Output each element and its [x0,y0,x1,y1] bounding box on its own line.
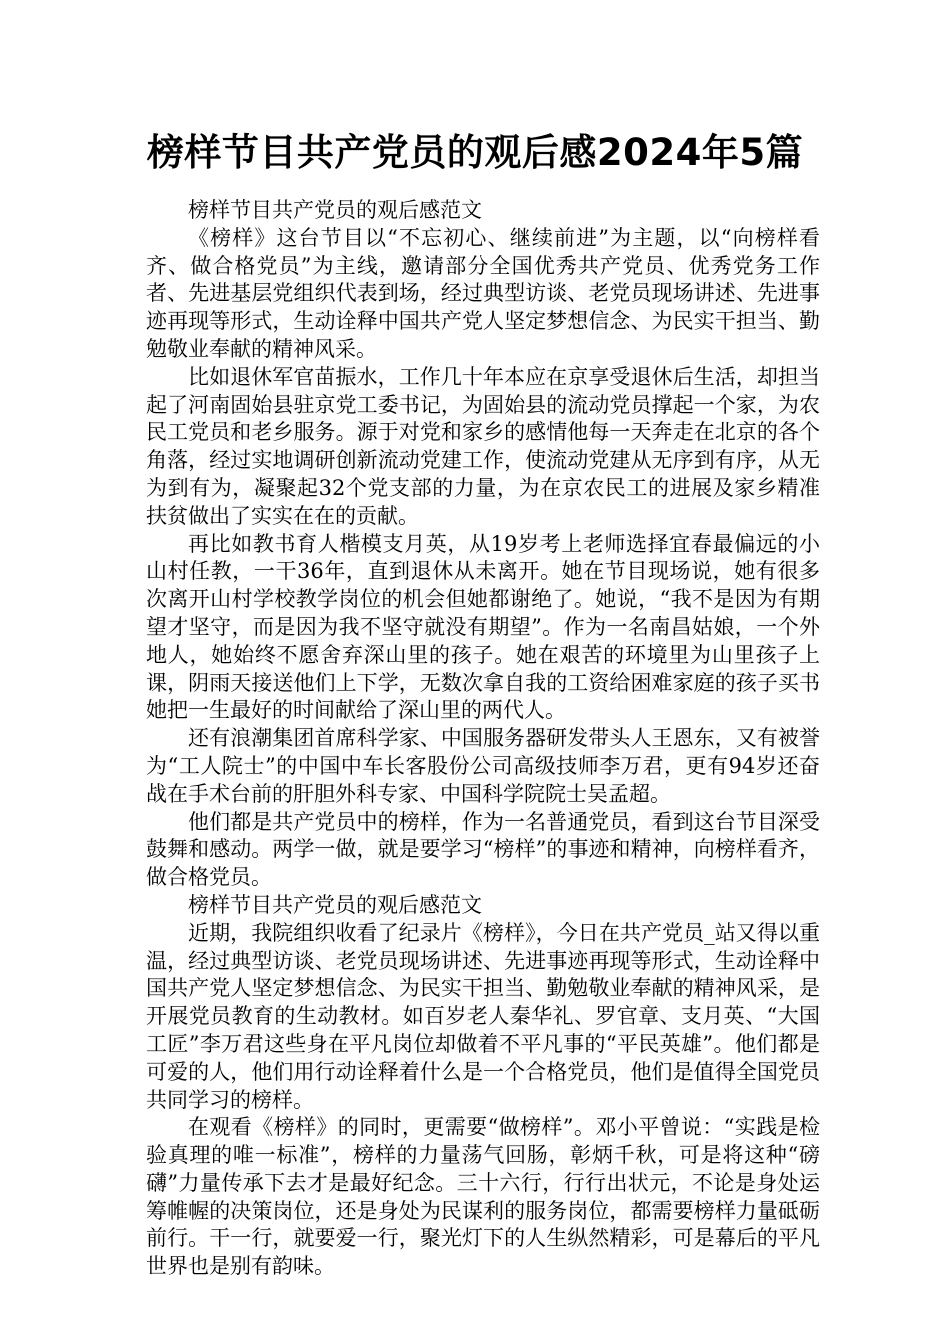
paragraph: 他们都是共产党员中的榜样，作为一名普通党员，看到这台节目深受鼓舞和感动。两学一做，就是要学习“榜样”的事迹和精神，向榜样看齐，做合格党员。 [146,809,820,890]
document-title: 榜样节目共产党员的观后感2024年5篇 [146,131,804,174]
paragraph: 比如退休军官苗振水，工作几十年本应在京享受退休后生活，却担当起了河南固始县驻京党工委书记，为固始县的流动党员撑起一个家，为农民工党员和老乡服务。源于对党和家乡的感情他每一天奔走在北京的各个角落，经过实地调研创新流动党建工作，使流动党建从无序到有序，从无为到有为，凝聚起32个党支部的力量，为在京农民工的进展及家乡精准扶贫做出了实实在在的贡献。 [146,364,820,528]
section-heading: 榜样节目共产党员的观后感范文 [188,198,482,222]
section-heading: 榜样节目共产党员的观后感范文 [188,892,482,917]
paragraph: 在观看《榜样》的同时，更需要“做榜样”。邓小平曾说：“实践是检验真理的唯一标准”，榜样的力量荡气回肠，彰炳千秋，可是将这种“磅礴”力量传承下去才是最好纪念。三十六行，行行出状元，不论是身处运筹帷幄的决策岗位，还是身处为民谋利的服务岗位，都需要榜样力量砥砺前行。干一行，就要爱一行，聚光灯下的人生纵然精彩，可是幕后的平凡世界也是别有韵味。 [146,1115,820,1279]
paragraph: 再比如教书育人楷模支月英，从19岁考上老师选择宜春最偏远的小山村任教，一干36年，直到退休从未离开。她在节目现场说，她有很多次离开山村学校教学岗位的机会但她都谢绝了。她说，“我不是因为有期望才坚守，而是因为我不坚守就没有期望”。作为一名南昌姑娘，一个外地人，她始终不愿舍弃深山里的孩子。她在艰苦的环境里为山里孩子上课，阴雨天接送他们上下学，无数次拿自我的工资给困难家庭的孩子买书她把一生最好的时间献给了深山里的两代人。 [146,531,820,723]
document-body [146,197,820,1281]
paragraph: 近期，我院组织收看了纪录片《榜样》，今日在共产党员_站又得以重温，经过典型访谈、老党员现场讲述、先进事迹再现等形式，生动诠释中国共产党人坚定梦想信念、为民实干担当、勤勉敬业奉献的精神风采，是开展党员教育的生动教材。如百岁老人秦华礼、罗官章、支月英、“大国工匠”李万君这些身在平凡岗位却做着不平凡事的“平民英雄”。他们都是可爱的人，他们用行动诠释着什么是一个合格党员，他们是值得全国党员共同学习的榜样。 [146,920,820,1112]
paragraph: 《榜样》这台节目以“不忘初心、继续前进”为主题，以“向榜样看齐、做合格党员”为主线，邀请部分全国优秀共产党员、优秀党务工作者、先进基层党组织代表到场，经过典型访谈、老党员现场讲述、先进事迹再现等形式，生动诠释中国共产党人坚定梦想信念、为民实干担当、勤勉敬业奉献的精神风采。 [146,225,820,361]
paragraph: 还有浪潮集团首席科学家、中国服务器研发带头人王恩东，又有被誉为“工人院士”的中国中车长客股份公司高级技师李万君，更有94岁还奋战在手术台前的肝胆外科专家、中国科学院院士吴孟超。 [146,726,820,806]
